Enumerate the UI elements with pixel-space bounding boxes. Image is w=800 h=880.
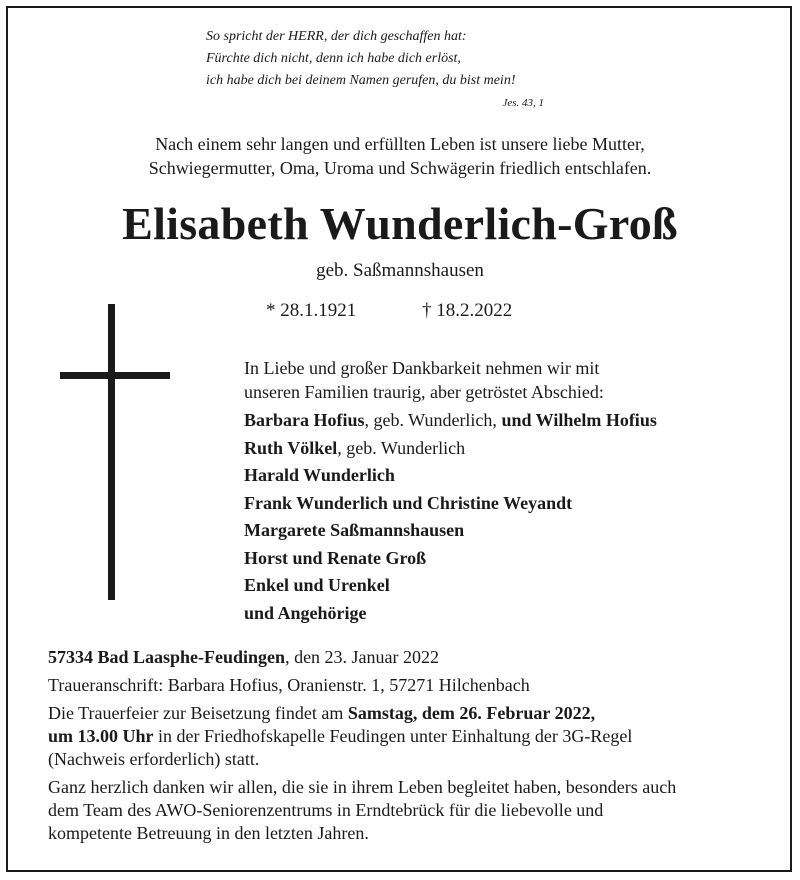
- intro-line: Nach einem sehr langen und erfüllten Leben ist unsere liebe Mutter,: [155, 134, 645, 154]
- service-text: (Nachweis erforderlich) statt.: [48, 749, 260, 769]
- thanks-text: [48, 776, 768, 845]
- thanks-line: dem Team des AWO-Seniorenzentrums in Erndtebrück für die liebevolle und: [48, 800, 604, 820]
- service-info: [48, 702, 768, 771]
- mourner-row: [244, 407, 784, 435]
- verse-line: Fürchte dich nicht, denn ich habe dich erlöst,: [206, 51, 461, 66]
- deceased-name: Elisabeth Wunderlich-Groß: [122, 198, 678, 249]
- mourner-row: [244, 462, 784, 490]
- mourner-row: [244, 517, 784, 545]
- service-date: Samstag, dem 26. Februar 2022,: [347, 703, 596, 723]
- mourner-name: und Angehörige: [244, 602, 367, 623]
- mourner-row: [244, 600, 784, 628]
- mourner-row: [244, 490, 784, 518]
- thanks-line: Ganz herzlich danken wir allen, die sie in ihrem Leben begleitet haben, besonders auch: [48, 777, 677, 797]
- place-date: [48, 646, 768, 669]
- verse-reference: Jes. 43, 1: [502, 97, 544, 109]
- mourner-note: , geb. Wunderlich,: [364, 410, 502, 430]
- mourner-name: Margarete Saßmannshausen: [244, 520, 465, 540]
- mourner-name: Ruth Völkel: [244, 437, 338, 458]
- service-text: in der Friedhofskapelle Feudingen unter Einhaltung der 3G-Regel: [153, 726, 633, 746]
- place: 57334 Bad Laasphe-Feudingen: [48, 647, 286, 667]
- death-date: † 18.2.2022: [422, 300, 513, 321]
- intro-text: [0, 132, 800, 180]
- notice-date: , den 23. Januar 2022: [285, 647, 440, 667]
- family-intro-line: In Liebe und großer Dankbarkeit nehmen wir mit: [244, 358, 600, 378]
- cross-icon: [60, 304, 170, 604]
- mourner-name: Frank Wunderlich und Christine Weyandt: [244, 492, 573, 513]
- thanks-line: kompetente Betreuung in den letzten Jahren.: [48, 823, 369, 843]
- family-section: [244, 356, 784, 627]
- service-time: um 13.00 Uhr: [48, 726, 154, 746]
- mourner-name: Harald Wunderlich: [244, 465, 395, 485]
- family-intro-line: unseren Familien traurig, aber getröstet Abschied:: [244, 382, 604, 402]
- verse-line: So spricht der HERR, der dich geschaffen hat:: [206, 29, 467, 44]
- bible-verse: [206, 26, 566, 110]
- service-text: Die Trauerfeier zur Beisetzung findet am: [48, 703, 348, 723]
- mourner-note: , geb. Wunderlich: [337, 437, 466, 458]
- footer-section: [48, 646, 768, 850]
- mourner-name: Barbara Hofius: [244, 410, 365, 430]
- mourner-name: Enkel und Urenkel: [244, 575, 390, 595]
- mourning-address: Traueranschrift: Barbara Hofius, Oranienstr. 1, 57271 Hilchenbach: [48, 675, 530, 695]
- intro-line: Schwiegermutter, Oma, Uroma und Schwägerin friedlich entschlafen.: [148, 158, 652, 178]
- mourner-row: [244, 572, 784, 600]
- mourner-name: Horst und Renate Groß: [244, 547, 427, 568]
- maiden-name: geb. Saßmannshausen: [316, 260, 484, 281]
- mourner-row: [244, 545, 784, 573]
- birth-date: * 28.1.1921: [266, 300, 357, 321]
- verse-line: ich habe dich bei deinem Namen gerufen, du bist mein!: [206, 73, 516, 88]
- mourner-name: und Wilhelm Hofius: [501, 410, 657, 430]
- mourner-row: [244, 435, 784, 463]
